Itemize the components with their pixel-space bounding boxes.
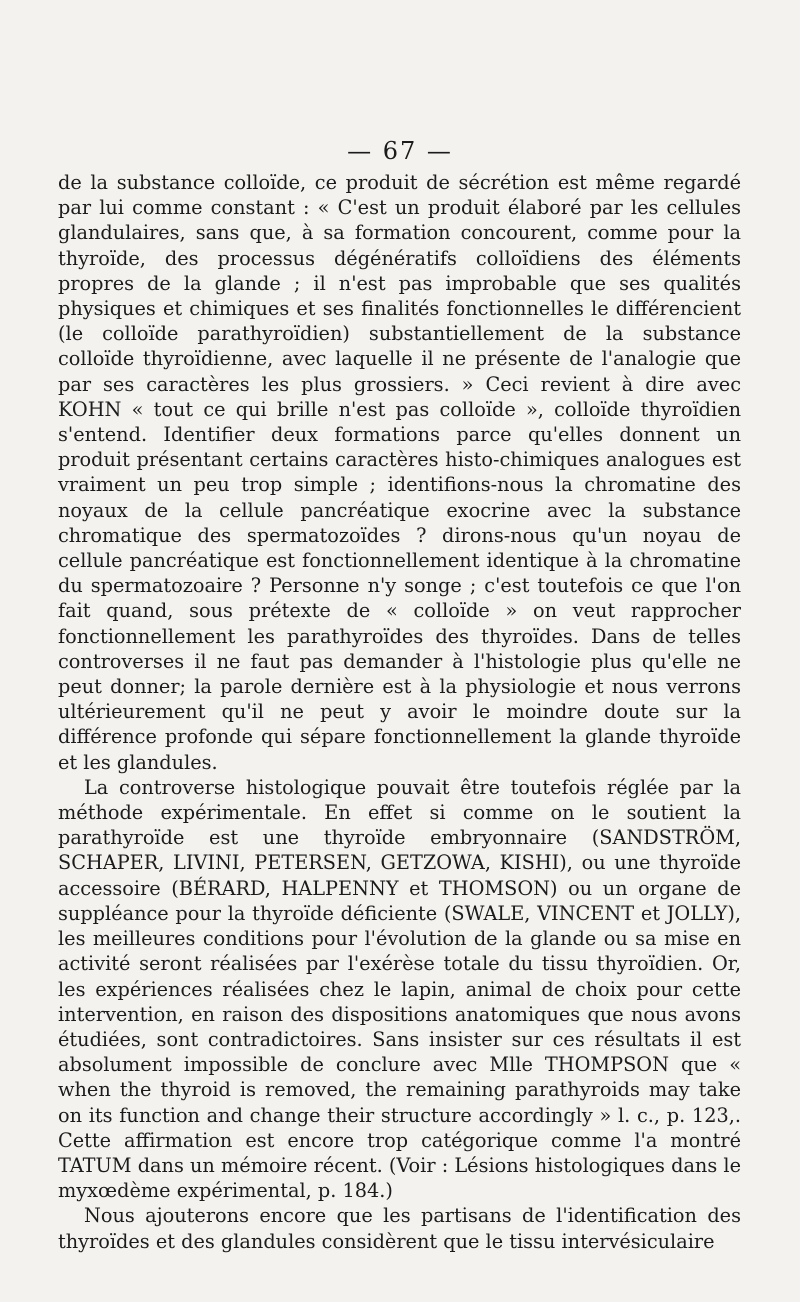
paragraph-3: [58, 1203, 741, 1253]
page-number: — 67 —: [347, 137, 453, 165]
paragraph-text: de la substance colloïde, ce produit de sécrétion est même regardé par lui comme constant : « C'est un produit élaboré par les cellules glandulaires, sans que, à sa formation concourent, comme pour la thyroïde, des processus dégénératifs colloïdiens des éléments propres de la glande ; il n'est pas improbable que ses qualités physiques et chimiques et ses finalités fonctionnelles le différencient (le colloïde parathyroïdien) substantiellement de la substance colloïde thyroïdienne, avec laquelle il ne présente de l'analogie que par ses caractères les plus grossiers. » Ceci revient à dire avec KOHN « tout ce qui brille n'est pas colloïde », colloïde thyroïdien s'entend. Identifier deux formations parce qu'elles donnent un produit présentant certains caractères histo-chimiques analogues est vraiment un peu trop simple ; identifions-nous la chromatine des noyaux de la cellule pancréatique exocrine avec la substance chromatique des spermatozoïdes ? dirons-nous qu'un noyau de cellule pancréatique est fonctionnellement identique à la chromatine du spermatozoaire ? Personne n'y songe ; c'est toutefois ce que l'on fait quand, sous prétexte de « colloïde » on veut rapprocher fonctionnellement les parathyroïdes des thyroïdes. Dans de telles controverses il ne faut pas demander à l'histologie plus qu'elle ne peut donner; la parole dernière est à la physiologie et nous verrons ultérieurement qu'il ne peut y avoir le moindre doute sur la différence profonde qui sépare fonctionnellement la glande thyroïde et les glandules.: [58, 171, 741, 774]
body-text: [58, 170, 741, 1254]
paragraph-text: La controverse histologique pouvait être toutefois réglée par la méthode expérimentale. En effet si comme on le soutient la parathyroïde est une thyroïde embryonnaire (SANDSTRÖM, SCHAPER, LIVINI, PETERSEN, GETZOWA, KISHI), ou une thyroïde accessoire (BÉRARD, HALPENNY et THOMSON) ou un organe de suppléance pour la thyroïde déficiente (SWALE, VINCENT et JOLLY), les meilleures conditions pour l'évolution de la glande ou sa mise en activité seront réalisées par l'exérèse totale du tissu thyroïdien. Or, les expériences réalisées chez le lapin, animal de choix pour cette intervention, en raison des dispositions anatomiques que nous avons étudiées, sont contradictoires. Sans insister sur ces résultats il est absolument impossible de conclure avec Mlle THOMPSON que « when the thyroid is removed, the remaining parathyroids may take on its function and change their structure accordingly » l. c., p. 123,. Cette affirmation est encore trop catégorique comme l'a montré TATUM dans un mémoire récent. (Voir : Lésions histologiques dans le myxœdème expérimental, p. 184.): [58, 775, 741, 1203]
paragraph-text: Nous ajouterons encore que les partisans de l'identification des thyroïdes et des glandules considèrent que le tissu intervésiculaire: [58, 1204, 741, 1253]
paragraph-1: [58, 170, 741, 775]
paragraph-2: [58, 775, 741, 1203]
